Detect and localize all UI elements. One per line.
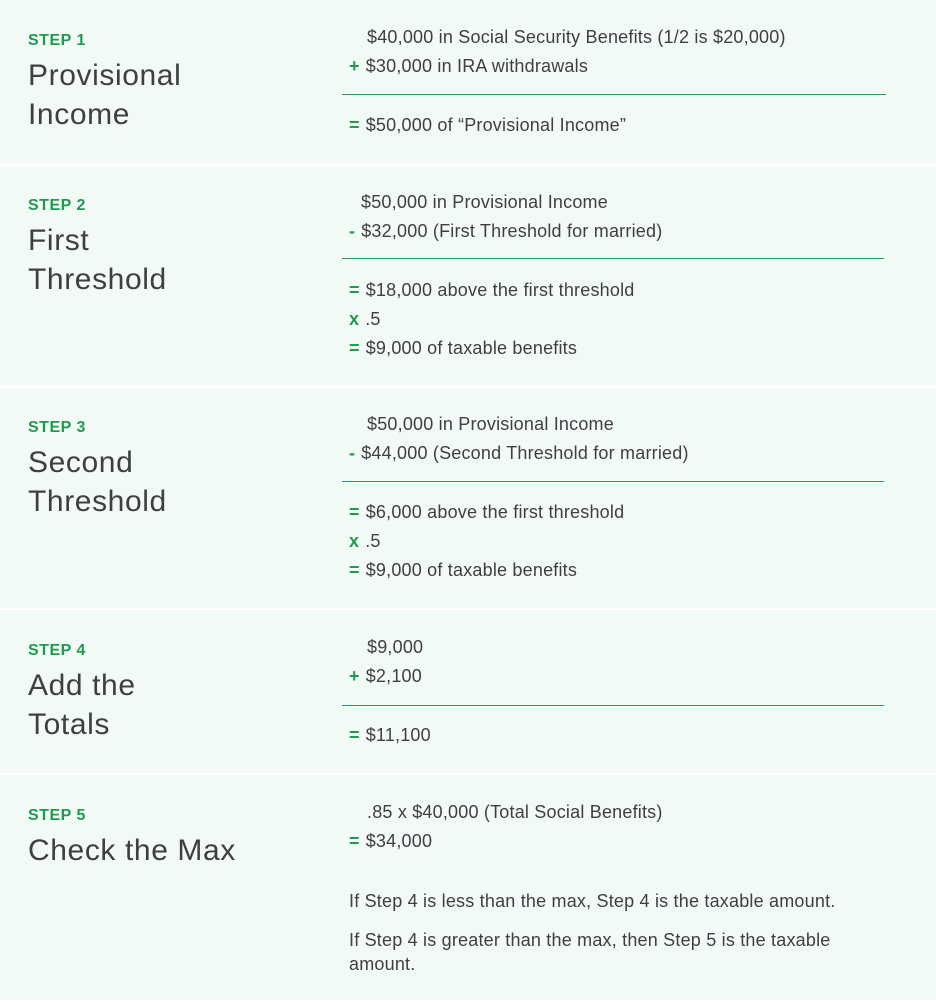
step-2-result-1-text: $18,000 above the first threshold — [365, 280, 635, 300]
plus-operator: + — [349, 56, 360, 76]
step-4-title-line-2: Totals — [28, 708, 110, 741]
step-3-result-2-text: .5 — [365, 531, 381, 551]
minus-operator: - — [349, 221, 356, 241]
step-1-title — [28, 56, 181, 134]
equals-operator: = — [349, 502, 360, 522]
equals-operator: = — [349, 115, 360, 135]
step-5-note-2: If Step 4 is greater than the max, then Step 5 is the taxable amount. — [349, 930, 831, 974]
step-2-label: STEP 2 — [28, 197, 86, 214]
equals-operator: = — [349, 560, 360, 580]
step-2-result-1 — [349, 280, 635, 301]
step-3-result-1-text: $6,000 above the first threshold — [365, 502, 625, 522]
step-1-line-1 — [367, 27, 786, 48]
step-4-title-line-1: Add the — [28, 669, 136, 702]
step-5-label: STEP 5 — [28, 807, 86, 824]
step-1-divider — [342, 94, 886, 95]
step-5-note-1: If Step 4 is less than the max, Step 4 is the taxable amount. — [349, 891, 836, 911]
step-4-result-1 — [349, 725, 431, 746]
step-1-line-1-text: $40,000 in Social Security Benefits (1/2 is $20,000) — [367, 27, 786, 47]
step-4-line-1-text: $9,000 — [367, 637, 424, 657]
step-3-result-1 — [349, 502, 624, 523]
step-2-line-2-text: $32,000 (First Threshold for married) — [361, 221, 663, 241]
step-1-line-2-text: $30,000 in IRA withdrawals — [365, 56, 589, 76]
step-2-divider — [342, 258, 884, 259]
step-2-line-2 — [349, 221, 662, 242]
step-4-line-2-text: $2,100 — [365, 666, 422, 686]
step-1-label: STEP 1 — [28, 32, 86, 49]
step-3-result-3-text: $9,000 of taxable benefits — [365, 560, 578, 580]
equals-operator: = — [349, 725, 360, 745]
step-4-result-1-text: $11,100 — [365, 725, 431, 745]
step-3-line-2-text: $44,000 (Second Threshold for married) — [361, 443, 689, 463]
equals-operator: = — [349, 338, 360, 358]
step-4-title — [28, 666, 136, 744]
step-3-line-1-text: $50,000 in Provisional Income — [367, 414, 614, 434]
step-5-line-2 — [349, 831, 432, 852]
plus-operator: + — [349, 666, 360, 686]
step-2-section — [0, 166, 936, 386]
step-4-line-2 — [349, 666, 422, 687]
step-3-divider — [342, 481, 884, 482]
step-2-line-1 — [361, 192, 608, 213]
step-3-line-2 — [349, 443, 689, 464]
step-2-title-line-2: Threshold — [28, 263, 167, 296]
multiply-operator: x — [349, 309, 360, 329]
step-3-line-1 — [367, 414, 614, 435]
step-3-result-2 — [349, 531, 381, 552]
step-2-result-2 — [349, 309, 381, 330]
step-3-result-3 — [349, 560, 577, 581]
step-2-result-2-text: .5 — [365, 309, 381, 329]
step-3-title-line-2: Threshold — [28, 485, 167, 518]
step-5-line-1 — [367, 802, 663, 823]
step-5-title-line-1: Check the Max — [28, 834, 236, 867]
step-5-line-1-text: .85 x $40,000 (Total Social Benefits) — [367, 802, 663, 822]
step-1-section — [0, 0, 936, 164]
equals-operator: = — [349, 831, 360, 851]
step-2-result-3 — [349, 338, 577, 359]
step-4-divider — [342, 705, 884, 706]
equals-operator: = — [349, 280, 360, 300]
step-1-result-1 — [349, 115, 626, 136]
step-4-line-1 — [367, 637, 423, 658]
step-5-line-2-text: $34,000 — [365, 831, 433, 851]
step-2-title — [28, 221, 167, 299]
multiply-operator: x — [349, 531, 360, 551]
step-4-label: STEP 4 — [28, 642, 86, 659]
step-3-section — [0, 388, 936, 608]
step-3-title — [28, 443, 167, 521]
step-3-title-line-1: Second — [28, 446, 134, 479]
step-1-result-1-text: $50,000 of “Provisional Income” — [365, 115, 627, 135]
step-1-line-2 — [349, 56, 588, 77]
step-3-label: STEP 3 — [28, 419, 86, 436]
step-1-title-line-2: Income — [28, 98, 130, 131]
step-5-section — [0, 775, 936, 1000]
step-2-line-1-text: $50,000 in Provisional Income — [361, 192, 608, 212]
step-5-title — [28, 831, 236, 870]
step-1-title-line-1: Provisional — [28, 59, 182, 92]
step-2-result-3-text: $9,000 of taxable benefits — [365, 338, 578, 358]
step-2-title-line-1: First — [28, 224, 90, 257]
minus-operator: - — [349, 443, 356, 463]
step-4-section — [0, 610, 936, 773]
